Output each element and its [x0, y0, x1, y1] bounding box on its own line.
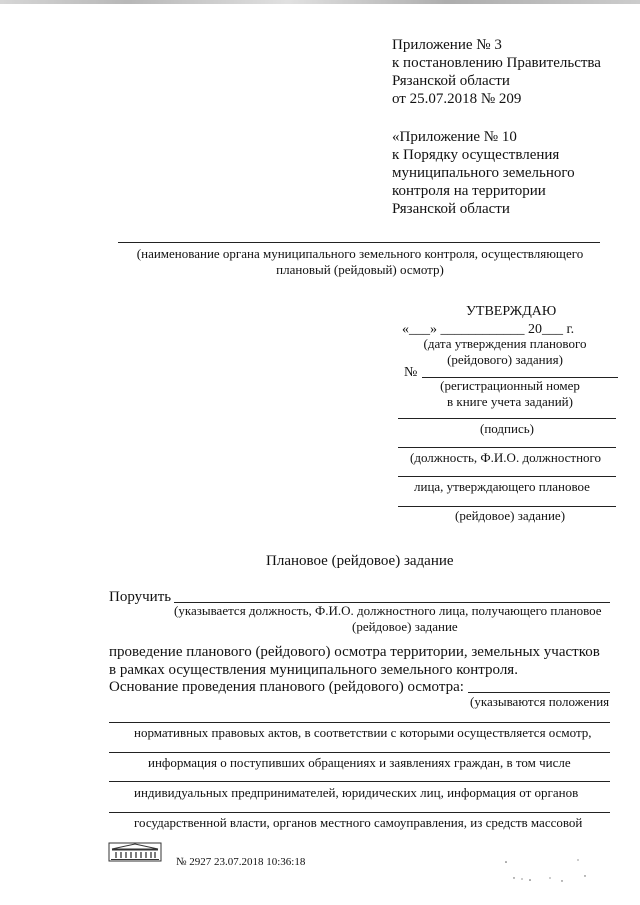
basis-line-2	[109, 752, 610, 753]
signature-caption: (подпись)	[480, 421, 534, 436]
caption-line: в книге учета заданий)	[447, 394, 573, 409]
instruct-caption-2: (рейдовое) задание	[352, 619, 458, 634]
header-line: от 25.07.2018 № 209	[392, 91, 522, 107]
body-line-2: в рамках осуществления муниципального земельного контроля.	[109, 662, 518, 678]
position-line-3	[398, 506, 616, 507]
caption-line: (рейдового) задания)	[447, 352, 563, 367]
position-line-2	[398, 476, 616, 477]
basis-line-4	[109, 812, 610, 813]
basis-caption-0: (указываются положения	[470, 694, 610, 709]
organ-caption-line: плановый (рейдовый) осмотр)	[276, 262, 444, 277]
header-line: Рязанской области	[392, 73, 510, 89]
reg-caption	[412, 378, 608, 410]
document-reference: № 2927 23.07.2018 10:36:18	[176, 856, 306, 868]
header-line: к постановлению Правительства	[392, 55, 601, 71]
scan-specks	[500, 850, 600, 890]
basis-line-3	[109, 781, 610, 782]
header-line: Рязанской области	[392, 201, 510, 217]
body-line-3: Основание проведения планового (рейдового) осмотра:	[109, 679, 464, 695]
basis-line-1	[109, 722, 610, 723]
basis-caption-3: индивидуальных предпринимателей, юридических лиц, информация от органов	[134, 785, 579, 800]
organ-caption	[100, 246, 620, 278]
header-appendix-10	[392, 128, 575, 218]
approval-date-line: «___» ____________ 20___ г.	[402, 322, 575, 337]
instruct-caption-1: (указывается должность, Ф.И.О. должностного лица, получающего плановое	[174, 603, 602, 618]
position-caption-1: (должность, Ф.И.О. должностного	[410, 450, 602, 465]
approval-date-caption	[400, 336, 610, 368]
approval-title: УТВЕРЖДАЮ	[466, 304, 557, 319]
scan-edge	[0, 0, 640, 4]
organ-caption-line: (наименование органа муниципального земельного контроля, осуществляющего	[136, 246, 584, 261]
position-caption-2: лица, утверждающего плановое	[414, 479, 590, 494]
header-line: контроля на территории	[392, 183, 546, 199]
organ-name-line	[118, 242, 600, 243]
signature-line	[398, 418, 616, 419]
header-line: «Приложение № 10	[392, 129, 517, 145]
task-title: Плановое (рейдовое) задание	[266, 553, 454, 569]
caption-line: (регистрационный номер	[440, 378, 580, 393]
position-line-1	[398, 447, 616, 448]
building-emblem-icon	[108, 842, 162, 862]
basis-caption-1: нормативных правовых актов, в соответствии с которыми осуществляется осмотр,	[134, 725, 592, 740]
caption-line: (дата утверждения планового	[423, 336, 587, 351]
header-line: к Порядку осуществления	[392, 147, 560, 163]
number-sign: №	[404, 365, 418, 380]
position-caption-3: (рейдовое) задание)	[455, 508, 566, 523]
instruct-label: Поручить	[109, 589, 172, 605]
basis-caption-4: государственной власти, органов местного самоуправления, из средств массовой	[134, 815, 583, 830]
basis-caption-2: информация о поступивших обращениях и заявлениях граждан, в том числе	[148, 755, 571, 770]
header-line: Приложение № 3	[392, 37, 502, 53]
header-appendix-3	[392, 36, 601, 108]
header-line: муниципального земельного	[392, 165, 575, 181]
body-line-1: проведение планового (рейдового) осмотра территории, земельных участков	[109, 644, 600, 660]
basis-line-0	[468, 692, 610, 693]
